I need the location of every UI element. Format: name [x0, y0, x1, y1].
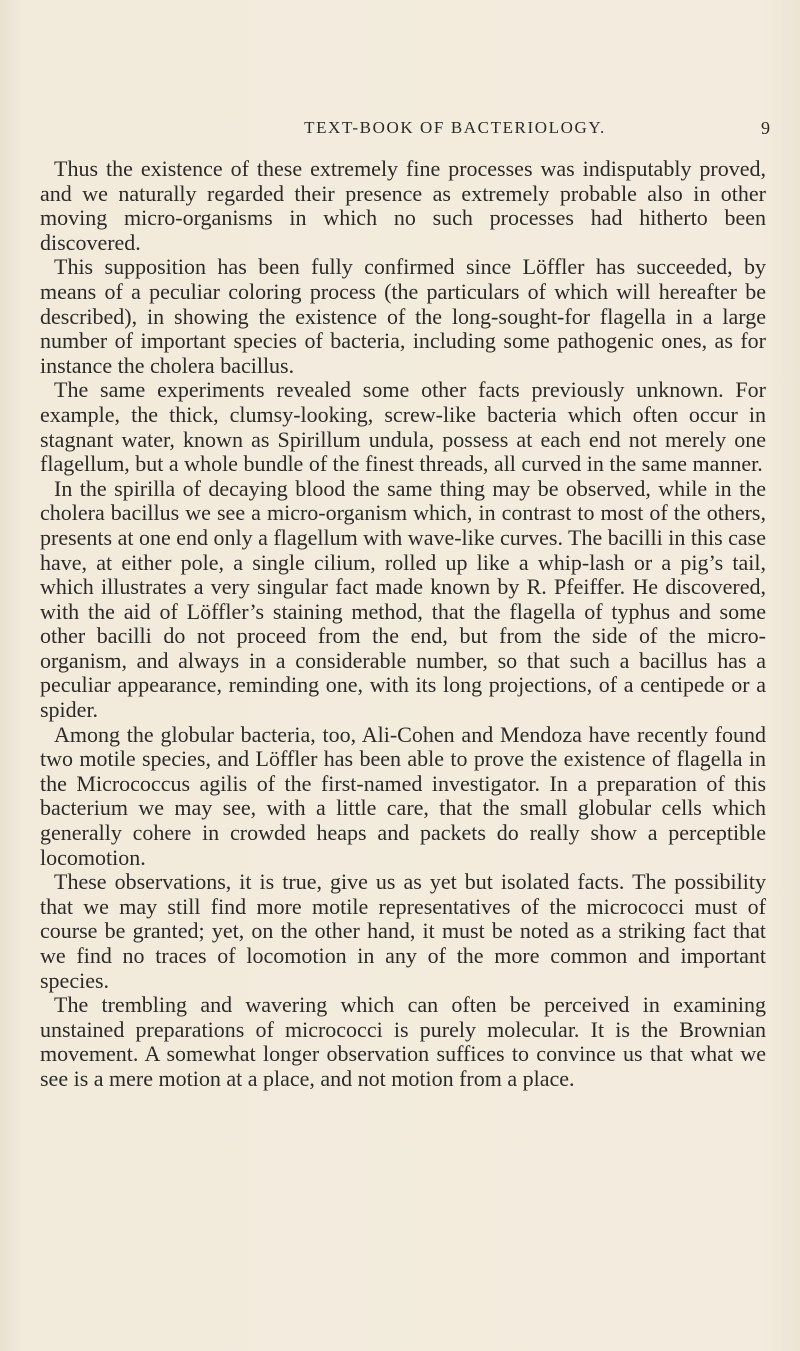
- page-header: [140, 118, 770, 144]
- paragraph: Among the globular bacteria, too, Ali-Cohen and Mendoza have recently found two motile species, and Löffler has been able to prove the existence of flagella in the Micrococcus agilis of the first-named investigator. In a preparation of this bacterium we may see, with a little care, that the small globular cells which generally cohere in crowded heaps and packets do really show a perceptible locomotion.: [40, 721, 766, 870]
- running-title: TEXT-BOOK OF BACTERIOLOGY.: [304, 118, 606, 137]
- body-text: [40, 157, 766, 1092]
- paragraph: Thus the existence of these extremely fine processes was indisputably proved, and we naturally regarded their presence as extremely probable also in other moving micro-organisms in which no such processes had hitherto been discovered.: [40, 156, 766, 255]
- paragraph: These observations, it is true, give us as yet but isolated facts. The possibility that we may still find more motile representatives of the micrococci must of course be granted; yet, on the other hand, it must be noted as a striking fact that we find no traces of locomotion in any of the more common and important species.: [40, 869, 766, 993]
- page-number: 9: [761, 118, 770, 138]
- paragraph: The same experiments revealed some other facts previously unknown. For example, the thick, clumsy-looking, screw-like bacteria which often occur in stagnant water, known as Spirillum undula, possess at each end not merely one flagellum, but a whole bundle of the finest threads, all curved in the same manner.: [40, 377, 766, 477]
- paragraph: In the spirilla of decaying blood the same thing may be observed, while in the cholera bacillus we see a micro-organism which, in contrast to most of the others, presents at one end only a flagellum with wave-like curves. The bacilli in this case have, at either pole, a single cilium, rolled up like a whip-lash or a pig’s tail, which illustrates a very singular fact made known by R. Pfeiffer. He discovered, with the aid of Löffler’s staining method, that the flagella of typhus and some other bacilli do not proceed from the end, but from the side of the micro-organism, and always in a considerable number, so that such a bacillus has a peculiar appearance, reminding one, with its long projections, of a centipede or a spider.: [40, 475, 766, 723]
- paragraph: The trembling and wavering which can often be perceived in examining unstained preparations of micrococci is purely molecular. It is the Brownian movement. A somewhat longer observation suffices to convince us that what we see is a mere motion at a place, and not motion from a place.: [40, 992, 766, 1091]
- paragraph: This supposition has been fully confirmed since Löffler has succeeded, by means of a peculiar coloring process (the particulars of which will hereafter be described), in showing the existence of the long-sought-for flagella in a large number of important species of bacteria, including some pathogenic ones, as for instance the cholera bacillus.: [40, 254, 766, 378]
